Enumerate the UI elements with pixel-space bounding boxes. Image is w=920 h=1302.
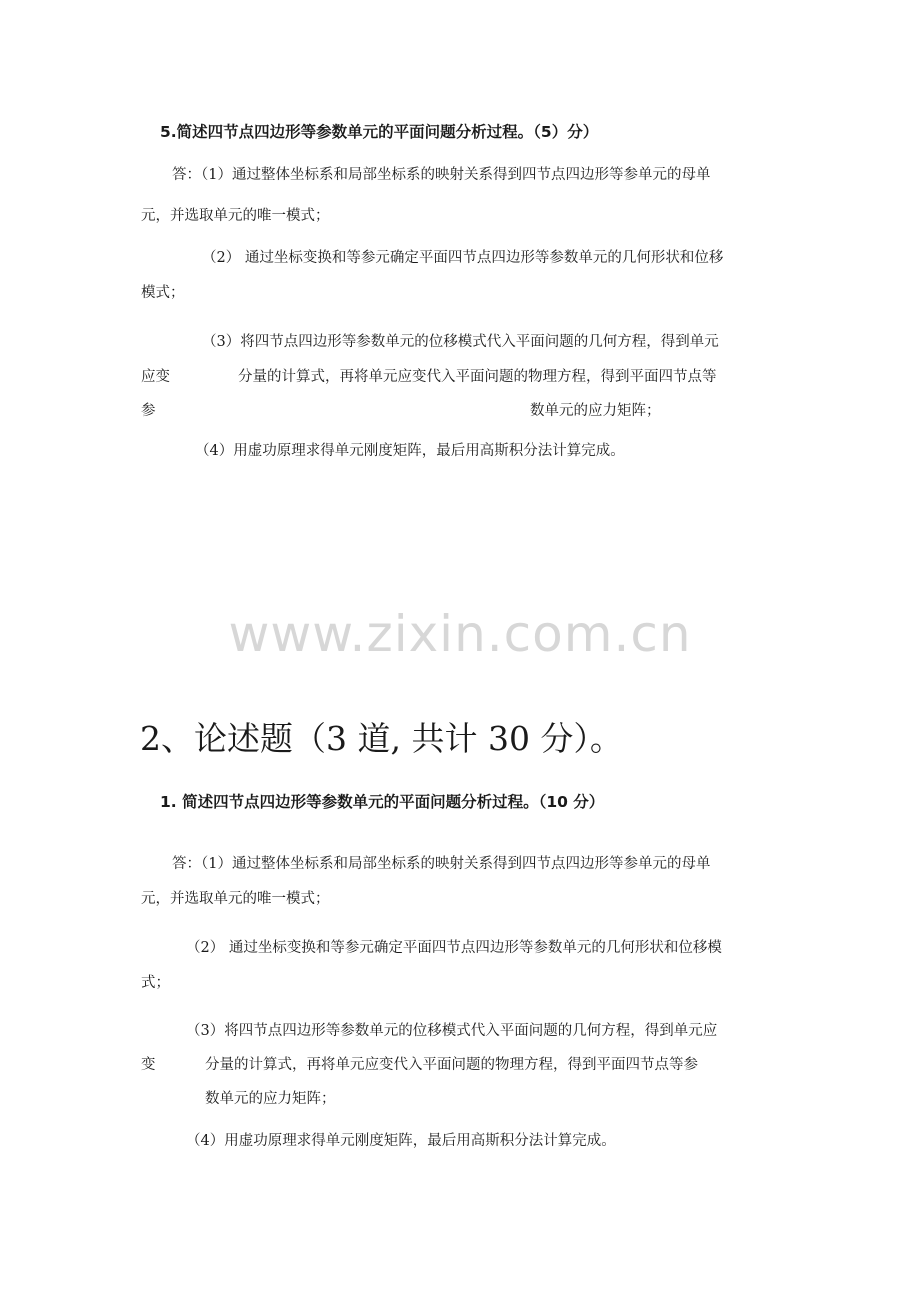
answer-step-2-line-2: 模式；	[141, 285, 185, 301]
answer-step-3-line-3-start: 参	[141, 403, 156, 419]
answer-step-3-line-3: 数单元的应力矩阵；	[205, 1091, 336, 1107]
question-5-title: 5.简述四节点四边形等参数单元的平面问题分析过程。（5）分）	[160, 123, 599, 141]
answer-step-4: （4）用虚功原理求得单元刚度矩阵，最后用高斯积分法计算完成。	[195, 443, 625, 459]
answer-step-3-line-2-rest: 分量的计算式，再将单元应变代入平面问题的物理方程，得到平面四节点等参	[205, 1057, 698, 1073]
answer-step-2-line-2: 式；	[141, 975, 170, 991]
answer-step-3-line-3-rest: 数单元的应力矩阵；	[530, 403, 661, 419]
answer-step-1-line-2: 元，并选取单元的唯一模式；	[141, 891, 330, 907]
section-heading: 2、论述题（3 道, 共计 30 分）。	[140, 719, 623, 758]
answer-step-3-line-2-start: 变	[141, 1057, 156, 1073]
answer-step-1-line-1: 答：（1）通过整体坐标系和局部坐标系的映射关系得到四节点四边形等参单元的母单	[172, 167, 711, 183]
answer-step-4: （4）用虚功原理求得单元刚度矩阵，最后用高斯积分法计算完成。	[186, 1133, 616, 1149]
answer-step-2-line-1: （2） 通过坐标变换和等参元确定平面四节点四边形等参数单元的几何形状和位移	[202, 250, 724, 266]
answer-step-3-line-1: （3）将四节点四边形等参数单元的位移模式代入平面问题的几何方程，得到单元	[202, 334, 719, 350]
question-1-title: 1. 简述四节点四边形等参数单元的平面问题分析过程。（10 分）	[160, 793, 605, 811]
answer-step-2-line-1: （2） 通过坐标变换和等参元确定平面四节点四边形等参数单元的几何形状和位移模	[186, 940, 722, 956]
answer-step-1-line-1: 答：（1）通过整体坐标系和局部坐标系的映射关系得到四节点四边形等参单元的母单	[172, 856, 711, 872]
watermark: www.zixin.com.cn	[228, 605, 692, 663]
answer-step-3-line-1: （3）将四节点四边形等参数单元的位移模式代入平面问题的几何方程，得到单元应	[186, 1023, 718, 1039]
answer-step-1-line-2: 元，并选取单元的唯一模式；	[141, 208, 330, 224]
answer-step-3-line-2-start: 应变	[141, 369, 170, 385]
answer-step-3-line-2-rest: 分量的计算式，再将单元应变代入平面问题的物理方程，得到平面四节点等	[238, 369, 717, 385]
